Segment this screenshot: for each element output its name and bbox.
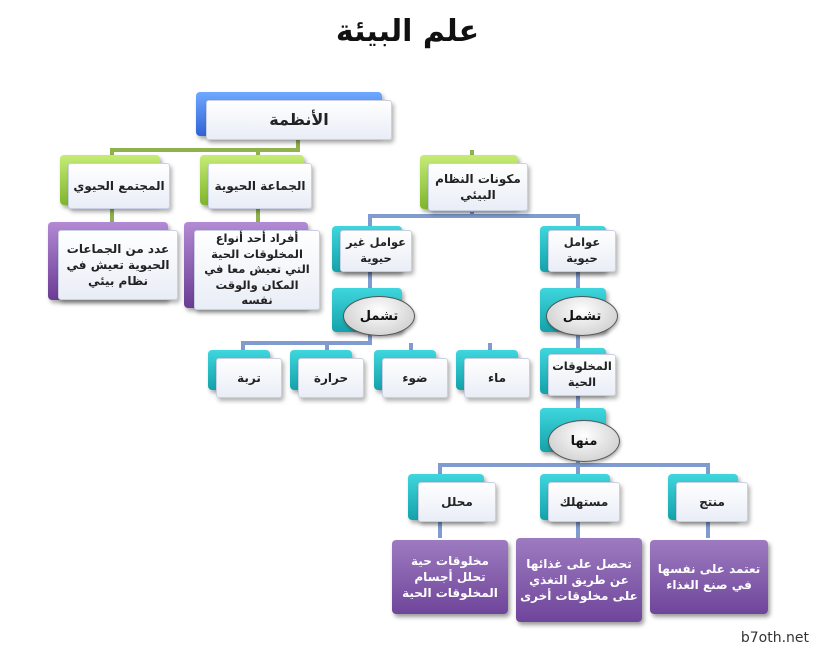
root-node	[196, 92, 396, 144]
producer-label: منتج	[676, 482, 748, 522]
living-organisms-label: المخلوقات الحية	[548, 354, 616, 396]
abiotic-item-water	[456, 350, 531, 400]
producer-definition: تعتمد على نفسها في صنع الغذاء	[650, 540, 768, 614]
community-node	[60, 155, 175, 213]
watermark: b7oth.net	[740, 630, 809, 646]
ecosystem-components-node	[420, 155, 532, 217]
population-label: الجماعة الحيوية	[208, 163, 312, 209]
of-which-oval: منها	[548, 420, 620, 462]
abiotic-includes-oval: تشمل	[343, 296, 415, 336]
population-node	[200, 155, 318, 213]
biotic-factors-node	[540, 226, 618, 276]
living-organisms-node	[540, 348, 618, 400]
decomposer-node	[408, 474, 498, 524]
decomposer-label: محلل	[418, 482, 496, 522]
abiotic-item-label: ضوء	[382, 358, 448, 398]
abiotic-item-label: حرارة	[298, 358, 364, 398]
population-definition-text: أفراد أحد أنواع المخلوقات الحية التي تعيش معا في المكان والوقت نفسه	[194, 230, 320, 310]
abiotic-item-label: تربة	[216, 358, 282, 398]
abiotic-item-light	[374, 350, 449, 400]
biotic-factors-label: عوامل حيوية	[548, 230, 616, 272]
consumer-definition: تحصل على غذائها عن طريق التغذي على مخلوقات أخرى	[516, 538, 642, 622]
abiotic-item-soil	[208, 350, 283, 400]
decomposer-definition: مخلوقات حية تحلل أجسام المخلوقات الحية	[392, 540, 508, 614]
abiotic-item-heat	[290, 350, 365, 400]
root-label: الأنظمة	[206, 100, 392, 140]
abiotic-factors-label: عوامل غير حيوية	[340, 230, 412, 272]
consumer-node	[540, 474, 622, 524]
ecosystem-components-label: مكونات النظام البيئي	[428, 163, 528, 211]
abiotic-factors-node	[332, 226, 414, 276]
consumer-label: مستهلك	[548, 482, 620, 522]
biotic-includes-oval: تشمل	[546, 296, 618, 336]
page-title: علم البيئة	[335, 14, 480, 49]
community-definition-text: عدد من الجماعات الحيوية تعيش في نظام بيئي	[58, 230, 178, 300]
community-label: المجتمع الحيوي	[68, 163, 170, 209]
producer-node	[668, 474, 750, 524]
community-definition	[48, 222, 183, 304]
abiotic-item-label: ماء	[464, 358, 530, 398]
population-definition	[184, 222, 324, 314]
